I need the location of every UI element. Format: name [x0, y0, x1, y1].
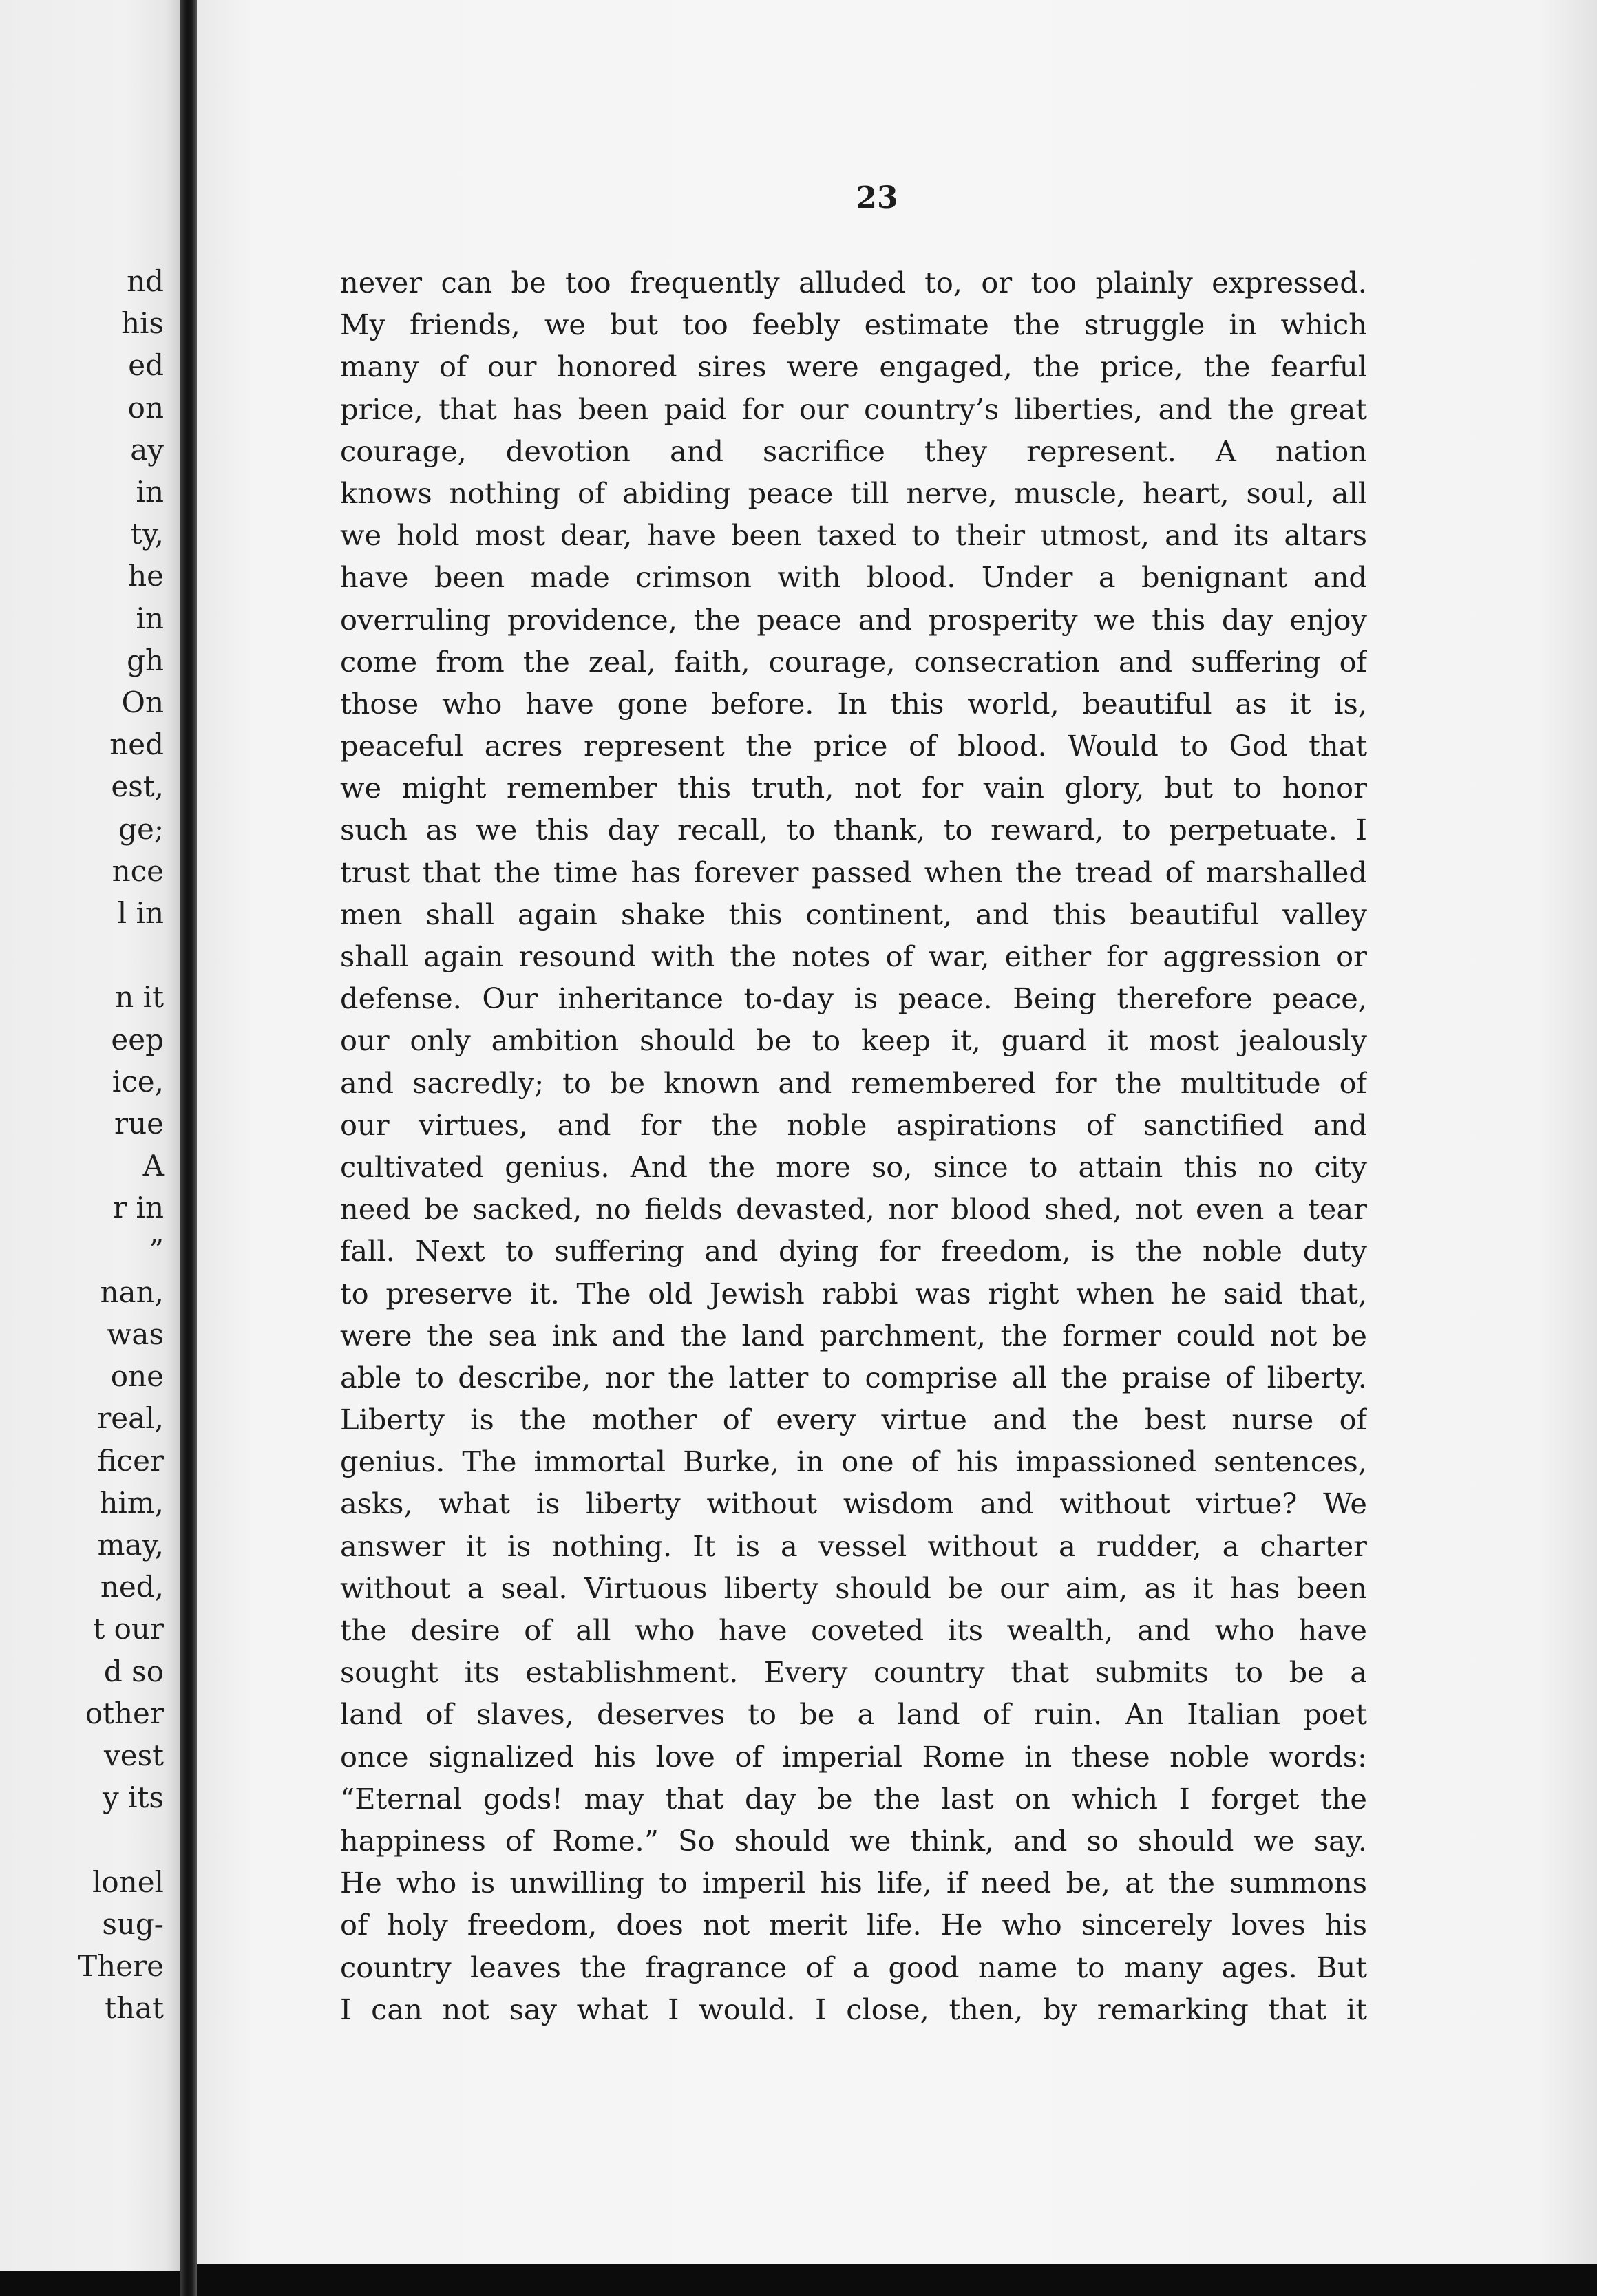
- text-line: price, that has been paid for our country’s liberties, and the great: [340, 392, 1367, 426]
- text-line: asks, what is liberty without wisdom and without virtue? We: [340, 1487, 1367, 1521]
- facing-page-line-fragment: nce: [112, 853, 164, 888]
- facing-page-line-fragment: est,: [111, 769, 164, 804]
- text-line: such as we this day recall, to thank, to reward, to perpetuate. I: [340, 813, 1367, 847]
- text-line: to preserve it. The old Jewish rabbi was right when he said that,: [340, 1276, 1367, 1310]
- text-line: we hold most dear, have been taxed to their utmost, and its altars: [340, 518, 1367, 553]
- facing-page-line-fragment: his: [120, 306, 164, 341]
- text-line: fall. Next to suffering and dying for freedom, is the noble duty: [340, 1234, 1367, 1268]
- text-line: shall again resound with the notes of war, either for aggression or: [340, 939, 1367, 973]
- book-gutter: [180, 0, 197, 2296]
- text-line: have been made crimson with blood. Under a benignant and: [340, 560, 1367, 595]
- text-line: many of our honored sires were engaged, the price, the fearful: [340, 350, 1367, 384]
- facing-page-line-fragment: him,: [99, 1485, 164, 1520]
- text-line: sought its establishment. Every country that submits to be a: [340, 1655, 1367, 1690]
- facing-page-line-fragment: real,: [97, 1401, 164, 1436]
- facing-page-line-fragment: r in: [113, 1191, 164, 1225]
- facing-page-line-fragment: l in: [117, 896, 164, 930]
- page-number: 23: [856, 180, 898, 215]
- scan-bottom-edge: [197, 2264, 1597, 2296]
- text-line: He who is unwilling to imperil his life, if need be, at the summons: [340, 1866, 1367, 1900]
- text-line: happiness of Rome.” So should we think, and so should we say.: [340, 1823, 1367, 1858]
- facing-page-line-fragment: ned,: [100, 1570, 164, 1604]
- text-line: were the sea ink and the land parchment, the former could not be: [340, 1318, 1367, 1352]
- text-line: we might remember this truth, not for vain glory, but to honor: [340, 771, 1367, 805]
- text-line: peaceful acres represent the price of blood. Would to God that: [340, 729, 1367, 763]
- facing-page-line-fragment: There: [78, 1949, 164, 1983]
- facing-page-line-fragment: On: [121, 685, 164, 719]
- facing-page-line-fragment: vest: [103, 1739, 164, 1772]
- text-line: defense. Our inheritance to-day is peace. Being therefore peace,: [340, 981, 1367, 1016]
- facing-page-line-fragment: may,: [97, 1528, 164, 1562]
- text-line: I can not say what I would. I close, then, by remarking that it: [340, 1992, 1367, 2026]
- facing-page-line-fragment: ned: [109, 727, 164, 762]
- facing-page-line-fragment: nd: [127, 264, 164, 298]
- text-line: land of slaves, deserves to be a land of ruin. An Italian poet: [340, 1697, 1367, 1732]
- facing-page-line-fragment: ficer: [97, 1443, 164, 1478]
- facing-page-line-fragment: ed: [128, 348, 164, 383]
- facing-page-line-fragment: y its: [103, 1781, 164, 1815]
- facing-page-line-fragment: in: [136, 475, 164, 509]
- facing-page-line-fragment: lonel: [92, 1864, 164, 1899]
- text-line: country leaves the fragrance of a good name to many ages. But: [340, 1950, 1367, 1984]
- facing-page-line-fragment: gh: [127, 643, 164, 677]
- text-line: genius. The immortal Burke, in one of his impassioned sentences,: [340, 1445, 1367, 1479]
- facing-page-line-fragment: ”: [149, 1233, 164, 1267]
- text-line: answer it is nothing. It is a vessel without a rudder, a charter: [340, 1529, 1367, 1563]
- text-line: trust that the time has forever passed when the tread of marshalled: [340, 855, 1367, 889]
- text-line: come from the zeal, faith, courage, consecration and suffering of: [340, 644, 1367, 679]
- facing-page-line-fragment: sug-: [102, 1906, 164, 1941]
- text-line: the desire of all who have coveted its wealth, and who have: [340, 1613, 1367, 1647]
- text-line: overruling providence, the peace and prosperity we this day enjoy: [340, 602, 1367, 637]
- facing-page-line-fragment: d so: [103, 1654, 164, 1688]
- text-line: knows nothing of abiding peace till nerve, muscle, heart, soul, all: [340, 476, 1367, 510]
- facing-page-line-fragment: he: [128, 559, 164, 593]
- text-line: need be sacked, no fields devasted, nor blood shed, not even a tear: [340, 1192, 1367, 1226]
- text-line: able to describe, nor the latter to comprise all the praise of liberty.: [340, 1360, 1367, 1394]
- facing-page-line-fragment: other: [85, 1696, 164, 1730]
- text-line: our only ambition should be to keep it, guard it most jealously: [340, 1023, 1367, 1058]
- facing-page-line-fragment: rue: [114, 1107, 164, 1140]
- text-line: those who have gone before. In this world, beautiful as it is,: [340, 686, 1367, 721]
- facing-page-line-fragment: was: [107, 1317, 164, 1351]
- text-line: once signalized his love of imperial Rome in these noble words:: [340, 1739, 1367, 1774]
- facing-page-line-fragment: nan,: [100, 1275, 164, 1309]
- facing-page-line-fragment: on: [127, 390, 164, 425]
- facing-page-line-fragment: one: [110, 1359, 164, 1394]
- text-line: cultivated genius. And the more so, since to attain this no city: [340, 1149, 1367, 1184]
- facing-page-line-fragment: ge;: [118, 811, 164, 846]
- facing-page-line-fragment: in: [136, 601, 164, 635]
- text-line: our virtues, and for the noble aspirations of sanctified and: [340, 1107, 1367, 1142]
- text-line: courage, devotion and sacrifice they represent. A nation: [340, 434, 1367, 468]
- text-line: “Eternal gods! may that day be the last on which I forget the: [340, 1781, 1367, 1816]
- book-page: [197, 0, 1597, 2264]
- facing-page-line-fragment: ice,: [112, 1064, 164, 1098]
- text-line: and sacredly; to be known and remembered for the multitude of: [340, 1065, 1367, 1100]
- facing-page-line-fragment: ay: [130, 432, 164, 467]
- page-body-text: [340, 262, 1367, 2030]
- text-line: never can be too frequently alluded to, or too plainly expressed.: [340, 266, 1367, 299]
- facing-page-line-fragment: A: [142, 1149, 164, 1183]
- text-line: of holy freedom, does not merit life. He who sincerely loves his: [340, 1908, 1367, 1942]
- facing-page-line-fragment: ty,: [130, 517, 164, 551]
- text-line: Liberty is the mother of every virtue and the best nurse of: [340, 1403, 1367, 1437]
- facing-page-line-fragment: t our: [93, 1612, 164, 1646]
- text-line: My friends, we but too feebly estimate the struggle in which: [340, 308, 1367, 342]
- facing-page-line-fragment: that: [105, 1991, 164, 2026]
- facing-page: [0, 0, 180, 2271]
- text-line: without a seal. Virtuous liberty should be our aim, as it has been: [340, 1571, 1367, 1605]
- facing-page-line-fragment: n it: [115, 980, 164, 1014]
- facing-page-line-fragment: eep: [111, 1022, 164, 1056]
- text-line: men shall again shake this continent, and this beautiful valley: [340, 897, 1367, 931]
